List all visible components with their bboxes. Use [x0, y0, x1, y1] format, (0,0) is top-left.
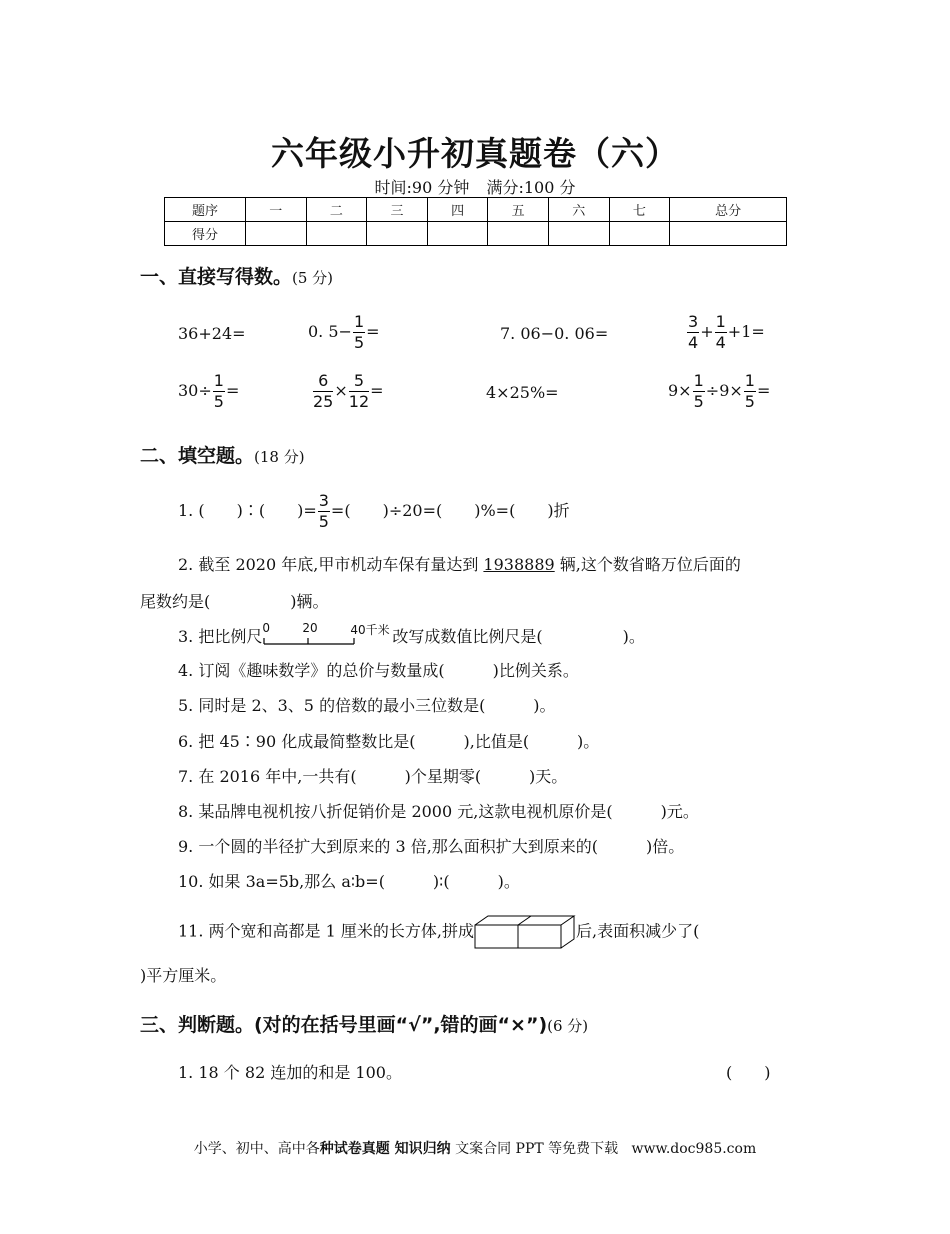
- denominator: 5: [213, 392, 224, 411]
- fraction: [213, 373, 225, 410]
- fraction: [744, 373, 756, 410]
- score-input-cell[interactable]: [367, 222, 428, 246]
- numerator: 1: [353, 312, 365, 331]
- fill-q5: 5. 同时是 2、3、5 的倍数的最小三位数是( )。: [178, 696, 556, 715]
- footer-url[interactable]: www.doc985.com: [631, 1141, 757, 1157]
- denominator: 5: [744, 392, 755, 411]
- q11-pre: 11. 两个宽和高都是 1 厘米的长方体,拼成: [178, 921, 474, 941]
- fill-q8: 8. 某品牌电视机按八折促销价是 2000 元,这款电视机原价是( )元。: [178, 802, 699, 821]
- q11-post: 后,表面积减少了(: [575, 921, 700, 941]
- numerator: 1: [213, 371, 224, 390]
- q2-text-a: 2. 截至 2020 年底,甲市机动车保有量达到: [178, 555, 484, 574]
- scale-bar: [262, 620, 392, 649]
- numerator: 1: [744, 371, 755, 390]
- section1-points: (5 分): [292, 269, 334, 287]
- section1-title: 一、直接写得数。: [140, 266, 293, 288]
- score-table-score-row: [165, 222, 787, 246]
- score-cell: 七: [609, 198, 670, 222]
- numerator: 1: [715, 312, 726, 331]
- score-cell: 四: [427, 198, 488, 222]
- scale-label-20: 20: [302, 620, 318, 635]
- fill-q3: [178, 620, 645, 649]
- judge-q1: 1. 18 个 82 连加的和是 100。: [178, 1063, 402, 1082]
- score-cell: 二: [306, 198, 367, 222]
- q1-post: =( )÷20=( )%=( )折: [330, 501, 570, 520]
- numerator: 1: [693, 371, 704, 390]
- cuboid-figure: [474, 915, 576, 949]
- calc-q1: 36+24=: [178, 324, 246, 343]
- section2-points: (18 分): [254, 448, 305, 466]
- fill-q9: 9. 一个圆的半径扩大到原来的 3 倍,那么面积扩大到原来的( )倍。: [178, 837, 685, 856]
- section3-heading: [140, 1010, 588, 1037]
- score-input-cell[interactable]: [246, 222, 307, 246]
- denominator: 5: [353, 333, 365, 352]
- score-input-cell[interactable]: [306, 222, 367, 246]
- numerator: 3: [688, 312, 699, 331]
- exam-meta: [0, 175, 950, 198]
- page-title: 六年级小升初真题卷（六）: [271, 134, 679, 173]
- numerator: 5: [349, 373, 369, 392]
- score-input-cell[interactable]: [548, 222, 609, 246]
- fraction: [687, 314, 699, 351]
- q8-pre: 9×: [668, 381, 692, 400]
- fraction: [313, 373, 333, 410]
- q2-text-b: 辆,这个数省略万位后面的: [554, 555, 741, 574]
- denominator: 4: [688, 333, 699, 352]
- fill-q1: [178, 493, 570, 530]
- section3-points: (6 分): [547, 1017, 589, 1035]
- q3-pre: 3. 把比例尺: [178, 627, 263, 646]
- q2-underlined-number: 1938889: [483, 555, 555, 574]
- q3-post: 改写成数值比例尺是( )。: [392, 627, 645, 646]
- score-input-cell[interactable]: [670, 222, 787, 246]
- score-table: [164, 197, 787, 246]
- q6-post: =: [370, 381, 384, 400]
- scale-label-0: 0: [262, 620, 270, 635]
- denominator: 5: [318, 512, 329, 531]
- fill-q11-line2: )平方厘米。: [140, 966, 227, 985]
- fill-q10: 10. 如果 3a=5b,那么 a∶b=( )∶( )。: [178, 872, 520, 891]
- footer: [0, 1138, 950, 1158]
- score-input-cell[interactable]: [427, 222, 488, 246]
- fill-q2-line1: [178, 552, 741, 575]
- calc-q5: [178, 373, 239, 410]
- section3-title: 三、判断题。(对的在括号里画“√”,错的画“×”): [140, 1014, 548, 1036]
- plus-sign: +: [700, 322, 714, 341]
- q4-post: +1=: [727, 322, 765, 341]
- fill-q2-line2: 尾数约是( )辆。: [140, 592, 329, 611]
- fraction: [693, 373, 705, 410]
- q2-pre: 0. 5−: [308, 322, 352, 341]
- denominator: 5: [693, 392, 704, 411]
- exam-time: 时间:90 分钟: [374, 178, 470, 197]
- denominator: 12: [348, 392, 370, 411]
- score-input-cell[interactable]: [609, 222, 670, 246]
- score-cell: 六: [548, 198, 609, 222]
- calc-q2: [308, 314, 380, 351]
- q2-post: =: [366, 322, 380, 341]
- fill-q11: [178, 915, 699, 949]
- q8-mid: ÷9×: [705, 381, 743, 400]
- fill-q4: 4. 订阅《趣味数学》的总价与数量成( )比例关系。: [178, 661, 579, 680]
- judge-q1-answer-bracket[interactable]: ( ): [726, 1063, 771, 1082]
- scale-label-40: 40千米: [350, 622, 390, 637]
- score-table-header-row: [165, 198, 787, 222]
- section2-title: 二、填空题。: [140, 445, 255, 467]
- section2-heading: [140, 441, 305, 468]
- q8-post: =: [756, 381, 771, 400]
- footer-text-3: 文案合同 PPT 等免费下载: [450, 1141, 619, 1157]
- fraction: [353, 314, 365, 351]
- section1-heading: [140, 262, 333, 289]
- score-cell: 五: [488, 198, 549, 222]
- score-cell: 总分: [670, 198, 787, 222]
- score-cell: 题序: [165, 198, 246, 222]
- fill-q7: 7. 在 2016 年中,一共有( )个星期零( )天。: [178, 767, 568, 786]
- fraction: [715, 314, 727, 351]
- exam-full-score: 满分:100 分: [486, 178, 576, 197]
- footer-text-2: 种试卷真题 知识归纳: [319, 1141, 451, 1157]
- fraction: [349, 373, 369, 410]
- calc-q8: [668, 373, 770, 410]
- numerator: 3: [318, 491, 329, 510]
- denominator: 4: [715, 333, 726, 352]
- score-cell: 一: [246, 198, 307, 222]
- q5-post: =: [225, 381, 240, 400]
- fill-q6: 6. 把 45∶90 化成最简整数比是( ),比值是( )。: [178, 732, 600, 751]
- score-row-label: 得分: [165, 222, 246, 246]
- q5-pre: 30÷: [178, 381, 212, 400]
- calc-q6: [312, 373, 384, 410]
- fraction: [318, 493, 330, 530]
- score-cell: 三: [367, 198, 428, 222]
- footer-text-1: 小学、初中、高中各: [193, 1141, 320, 1157]
- calc-q7: 4×25%=: [486, 383, 559, 402]
- times-sign: ×: [334, 381, 348, 400]
- score-input-cell[interactable]: [488, 222, 549, 246]
- numerator: 6: [313, 373, 333, 392]
- calc-q4: [686, 314, 765, 351]
- denominator: 25: [313, 392, 334, 411]
- calc-q3: 7. 06−0. 06=: [500, 324, 609, 343]
- q1-pre: 1. ( )∶( )=: [178, 501, 317, 520]
